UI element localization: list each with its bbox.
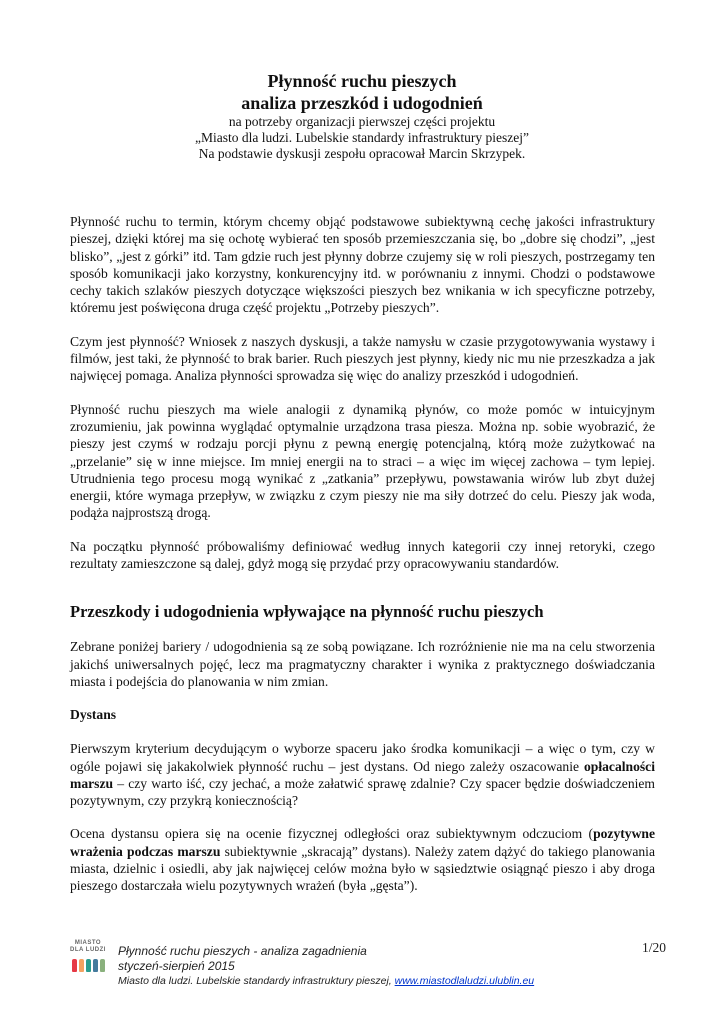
- paragraph-text: Pierwszym kryterium decydującym o wyborze spaceru jako środka komunikacji – a więc o tym, czy w ogóle pojawi się jakakolwiek płynność ruchu – jest dystans. Od niego zależy oszacowanie: [70, 741, 655, 774]
- section-heading: Przeszkody i udogodnienia wpływające na płynność ruchu pieszych: [70, 602, 544, 622]
- person-figure-icon: [93, 959, 98, 972]
- project-website-link[interactable]: www.miastodlaludzi.ulublin.eu: [394, 975, 535, 987]
- paragraph-intro: Płynność ruchu to termin, którym chcemy objąć podstawowe subiektywną cechę jakości infrastruktury pieszej, dzięki której ma się ochotę wybierać ten sposób przemieszczania się, bo „dobre się chodzi”, „jest blisko”, „jest z górki” itd. Tam gdzie ruch jest płynny dobrze czujemy się w roli pieszych, postrzegamy ten sposób komunikacji jako korzystny, konkurencyjny itd. w porównaniu z innymi. Chodzi o podstawowe cechy takich szlaków pieszych dotyczące większości pieszych bez wnikania w ich specyficzne potrzeby, któremu jest poświęcona druga część projektu „Potrzeby pieszych”.: [70, 214, 655, 316]
- page-total: /20: [648, 940, 666, 955]
- paragraph-text: Ocena dystansu opiera się na ocenie fizycznej odległości oraz subiektywnym odczuciom (: [70, 826, 594, 842]
- footer-project-line: [118, 974, 534, 988]
- footer-date: styczeń-sierpień 2015: [118, 959, 235, 973]
- paragraph-text: subiektywnie „skracają” dystans). Należy zatem dążyć do takiego planowania miasta, dzielnic i osiedli, aby jak najwięcej celów można było w sąsiedztwie osiągnąć pieszo i aby droga pieszego dostarczała wielu pozytywnych wrażeń (była „gęsta”).: [70, 843, 655, 894]
- document-title-line-2: analiza przeszkód i udogodnień: [241, 93, 483, 113]
- people-icon: [70, 959, 106, 972]
- person-figure-icon: [72, 959, 77, 972]
- paragraph-fluidity: Czym jest płynność? Wniosek z naszych dyskusji, a także namysłu w czasie przygotowywania wystawy i filmów, jest taki, że płynność to brak barier. Ruch pieszych jest płynny, kiedy nic mu nie przeszkadza a jak najwięcej pomaga. Analiza płynności sprowadza się więc do analizy przeszkód i udogodnień.: [70, 333, 655, 384]
- paragraph-definitions: Na początku płynność próbowaliśmy definiować według innych kategorii czy innej retoryki, czego rezultaty zamieszczone są dalej, gdyż mogą się przydać przy opracowywaniu standardów.: [70, 538, 655, 572]
- bold-phrase: opłacalności marszu: [70, 758, 655, 791]
- miasto-dla-ludzi-logo: [70, 940, 106, 992]
- footer-doc-title: Płynność ruchu pieszych - analiza zagadnienia: [118, 944, 367, 958]
- subtitle-line-2: „Miasto dla ludzi. Lubelskie standardy infrastruktury pieszej”: [194, 130, 530, 145]
- paragraph-barriers: Zebrane poniżej bariery / udogodnienia są ze sobą powiązane. Ich rozróżnienie nie ma na celu stworzenia jakichś uniwersalnych pojęć, lecz ma pragmatyczny charakter i wynika z praktycznego doświadczania miasta i podejścia do planowania w nim zmian.: [70, 639, 655, 689]
- page-number: [642, 940, 666, 956]
- paragraph-fluid-dynamics: Płynność ruchu pieszych ma wiele analogii z dynamiką płynów, co może pomóc w intuicyjnym zrozumieniu, jak powinna wyglądać optymalnie urządzona trasa piesza. Można np. sobie wyobrazić, że pieszy jest czymś w rodzaju porcji płynu z pewną energię potencjalną, którą może zużytkować na „przelanie” się w inne miejsce. Im mniej energii na to straci – a więc im więcej zachowa – tym lepiej. Utrudnienia tego procesu mogą wynikać z „zatkania” przepływu, powstawania wirów lub zbyt dużej energii, które wymaga przepływ, w związku z czym pieszy nie ma siły dotrzeć do celu. Pieszy jak woda, podąża najprostszą drogą.: [70, 401, 655, 521]
- footer-project-name: Miasto dla ludzi. Lubelskie standardy infrastruktury pieszej,: [118, 975, 395, 987]
- title-block: [70, 70, 654, 162]
- logo-text: DLA LUDZI: [70, 947, 106, 953]
- author-line: Na podstawie dyskusji zespołu opracował Marcin Skrzypek.: [198, 146, 526, 161]
- person-figure-icon: [79, 959, 84, 972]
- subtitle-line-1: na potrzeby organizacji pierwszej części projektu: [228, 114, 496, 129]
- logo-text: MIASTO: [74, 940, 102, 946]
- paragraph-text: – czy warto iść, czy jechać, a może załatwić sprawę zdalnie? Czy spacer będzie doświadczeniem pozytywnym, czy przykrą koniecznością?: [70, 775, 655, 809]
- subheading-distance: Dystans: [70, 707, 117, 723]
- document-title: Płynność ruchu pieszych: [267, 71, 457, 91]
- document-body: [70, 213, 655, 911]
- person-figure-icon: [86, 959, 91, 972]
- paragraph-distance-2: [70, 825, 655, 894]
- footer-text: [118, 944, 534, 988]
- bold-phrase: pozytywne wrażenia podczas marszu: [70, 826, 655, 859]
- page-current: 1: [641, 940, 649, 955]
- paragraph-distance-1: [70, 740, 655, 809]
- page-footer: [70, 940, 670, 1000]
- person-figure-icon: [100, 959, 105, 972]
